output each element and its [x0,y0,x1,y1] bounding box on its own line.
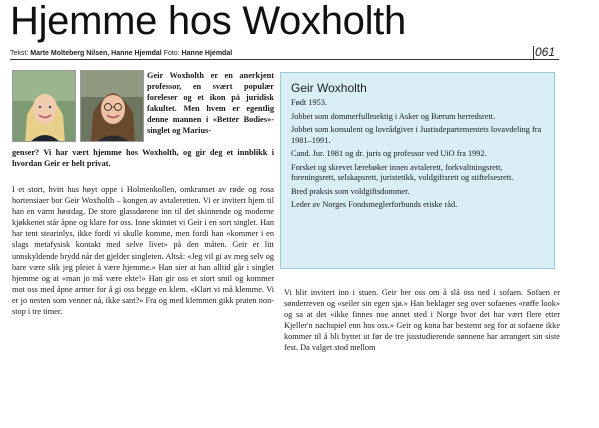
fact-box [280,72,555,269]
fact-item: Jobbet som dommerfullmektig i Asker og Bærum herredsrett. [291,111,496,121]
body-column-left [12,184,274,317]
byline-text-label: Tekst: [10,50,29,57]
intro-paragraph-part-2: genser? Vi har vært hjemme hos Woxholth, og gir deg et innblikk i hvordan Geir er helt privat. [12,148,274,169]
byline-photographer: Hanne Hjemdal [181,50,233,57]
body-column-right [284,287,560,354]
page-number-divider [533,46,534,60]
intro-text-wide [12,147,274,169]
body-paragraph-left: I et stort, hvitt hus høyt oppe i Holmenkollen, omkranset av røde og rosa hortensiaer bor Geir Woxholth – kongen av avtaleretten. Vi er invitert hjem til han en varm høstdag. De store glassdørene inn til det skinnende og moderne kjøkkenet står åpne og klare for oss. Inne skimtet vi Geir i en sort singlet. Han har tent stearinlys, ikke fordi vi skulle komme, men fordi han «kommer i en slags metafysisk kontakt med selve livet» på den måten. Geir er litt unnskyldende brydd når det gjelder singleten. Altså: «Jeg vil gi av meg selv og bare være slik jeg pleier å være hjemme.» Han sier at han alltid går i singlet hjemme og at «man jo må være ekte!» Han gir oss et stort smil og kommer mot oss med åpne armer for å gi oss begge en klem. «Klart vi må klemme. Vi er jo nesten som venner nå, ikke sant?» Fra og med klemmen gikk praten non-stop i tre timer. [12,185,274,317]
fact-box-title: Geir Woxholth [291,81,367,95]
author-photo-1 [12,70,76,142]
fact-item: Født 1953. [291,98,327,107]
header-rule [10,59,559,60]
intro-text-narrow [147,70,274,137]
intro-paragraph-part-1: Geir Woxholth er en anerkjent professor, en svært populær foreleser og et ikon på juridisk fakultet. Men hvem er egentlig denne mannen i «Better Bodies»-singlet og Marius- [147,71,274,136]
author-photo-2 [80,70,144,142]
fact-item: Leder av Norges Fondsmeglerforbunds etiske råd. [291,200,458,210]
author-portrait-2-image [81,71,144,142]
byline [10,49,530,58]
body-paragraph-right: Vi blir invitert inn i stuen. Geir ber oss om å slå oss ned i sofaen. Sofaen er sønderreven og «seiler sin egen sjø.» Han beklager seg over sofaenes «røffe look» og sa at det «ikke finnes noe annet sted i Norge hvor det har vært flere etter Kjeller'n nachspiel enn hos oss.» Geir og kona har bestemt seg for at sofaene ikke kommer til å bli byttet ut før de tre jusstudierende sønnene har arrangert sin siste fest. Da valget stod mellom [284,288,560,353]
page-number: 061 [535,45,556,59]
byline-photo-label: Foto: [163,50,180,57]
byline-authors: Marte Molteberg Nilsen, Hanne Hjemdal [30,50,162,57]
author-portrait-1-image [13,71,76,142]
fact-item: Cand. Jur. 1981 og dr. juris og professor ved UiO fra 1992. [291,149,487,159]
fact-item: Forsket og skrevet lærebøker innen avtalerett, forkvaltningsrett, foreningsrett, selskapsrett, juristetikk, voldgiftsrett og stiftelsesrett. [291,162,514,183]
fact-item: Bred praksis som voldgiftsdommer. [291,186,410,196]
article-headline: Hjemme hos Woxholth [10,0,406,43]
fact-item: Jobbet som konsulent og lovrådgiver i Justisdepartementets lovavdeling fra 1981–1991. [291,125,542,145]
